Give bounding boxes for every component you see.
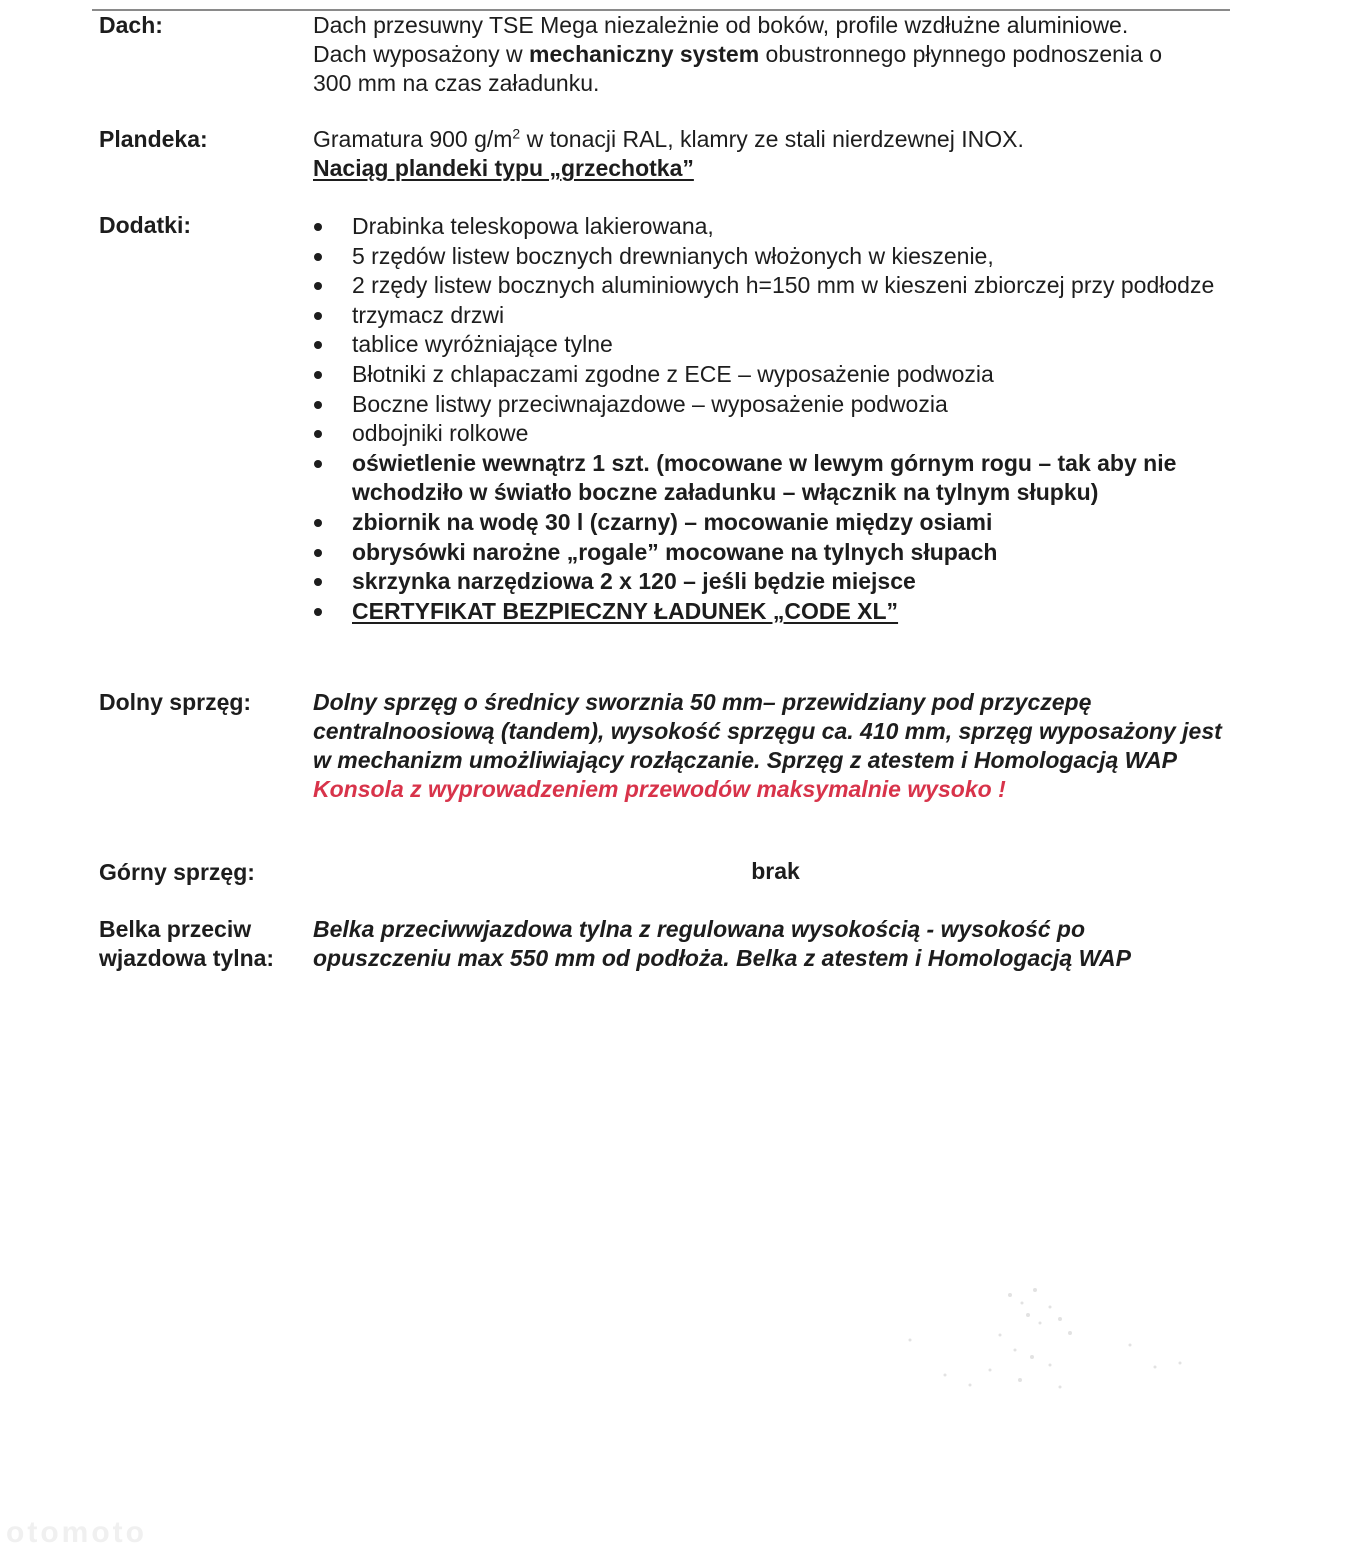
list-item [313, 271, 1243, 301]
gorny-sprzeg-label: Górny sprzęg: [99, 859, 255, 885]
dolny-sprzeg-warning: Konsola z wyprowadzeniem przewodów maksymalnie wysoko ! [313, 776, 1006, 802]
list-item-text: Boczne listwy przeciwnajazdowe – wyposażenie podwozia [352, 390, 948, 417]
dach-line-1: Dach przesuwny TSE Mega niezależnie od boków, profile wzdłużne aluminiowe. [313, 12, 1129, 38]
dodatki-content [313, 212, 1243, 626]
list-item-text: Drabinka teleskopowa lakierowana, [352, 213, 714, 239]
bullet-dot-icon [314, 282, 322, 290]
list-item-text: trzymacz drzwi [352, 301, 505, 328]
plandeka-line-2 [313, 154, 1253, 183]
bullet-dot-icon [314, 312, 322, 320]
belka-label-line-2: wjazdowa tylna: [99, 945, 275, 971]
plandeka-content [313, 125, 1253, 183]
belka-label-line-1: Belka przeciw [99, 916, 252, 942]
bullet-dot-icon [314, 223, 322, 231]
plandeka-line-1-end: w tonacji RAL, klamry ze stali nierdzewnej INOX. [520, 126, 1024, 152]
list-item [313, 330, 1243, 360]
dach-line-2-bold: mechaniczny system [529, 41, 760, 67]
list-item [313, 301, 1243, 331]
dach-content [313, 11, 1253, 98]
bullet-dot-icon [314, 460, 322, 468]
dolny-sprzeg-label: Dolny sprzęg: [99, 689, 252, 715]
list-item-text: Błotniki z chlapaczami zgodne z ECE – wyposażenie podwozia [352, 360, 994, 387]
list-item-text: obrysówki narożne „rogale” mocowane na tylnych słupach [352, 538, 998, 565]
list-item [313, 567, 1243, 597]
list-item [313, 508, 1243, 538]
list-item-text: oświetlenie wewnątrz 1 szt. (mocowane w lewym górnym rogu – tak aby nie wchodziło w światło boczne załadunku – włącznik na tylnym słupku) [352, 449, 1177, 506]
gorny-sprzeg-value: brak [751, 858, 800, 884]
bullet-dot-icon [314, 371, 322, 379]
list-item [313, 360, 1243, 390]
plandeka-tension-note: Naciąg plandeki typu „grzechotka” [313, 155, 694, 181]
list-item-text: zbiornik na wodę 30 l (czarny) – mocowanie między osiami [352, 508, 993, 535]
dolny-sprzeg-content [313, 688, 1243, 804]
bullet-dot-icon [314, 341, 322, 349]
list-item-text: odbojniki rolkowe [352, 420, 529, 447]
list-item-text: 2 rzędy listew bocznych aluminiowych h=150 mm w kieszeni zbiorczej przy podłodze [352, 272, 1215, 299]
bullet-dot-icon [314, 608, 322, 616]
list-item [313, 419, 1243, 449]
plandeka-line-1 [313, 125, 1253, 154]
watermark: otomoto [6, 1516, 147, 1549]
dach-line-2 [313, 40, 1253, 69]
bullet-dot-icon [314, 519, 322, 527]
plandeka-superscript: 2 [512, 125, 521, 142]
bullet-dot-icon [314, 401, 322, 409]
dodatki-label: Dodatki: [99, 212, 191, 238]
dach-label: Dach: [99, 12, 163, 38]
belka-content [313, 915, 1213, 973]
list-item [313, 597, 1243, 627]
list-item-text: tablice wyróżniające tylne [352, 331, 613, 358]
belka-label [99, 915, 304, 973]
list-item-text: skrzynka narzędziowa 2 x 120 – jeśli będzie miejsce [352, 568, 916, 595]
list-item [313, 538, 1243, 568]
bullet-dot-icon [314, 578, 322, 586]
belka-text: Belka przeciwwjazdowa tylna z regulowana wysokością - wysokość po opuszczeniu max 550 mm od podłoża. Belka z atestem i Homologacją WAP [313, 916, 1131, 971]
plandeka-label: Plandeka: [99, 126, 208, 152]
dach-line-2-end: obustronnego płynnego podnoszenia o [759, 41, 1162, 67]
dach-line-2-start: Dach wyposażony w [313, 41, 530, 67]
list-item-text: CERTYFIKAT BEZPIECZNY ŁADUNEK „CODE XL” [352, 597, 899, 624]
list-item [313, 449, 1243, 508]
scan-noise [900, 1275, 1220, 1425]
bullet-dot-icon [314, 549, 322, 557]
list-item [313, 390, 1243, 420]
dodatki-list [313, 212, 1243, 626]
dolny-sprzeg-text: Dolny sprzęg o średnicy sworznia 50 mm– przewidziany pod przyczepę centralnoosiową (tandem), wysokość sprzęgu ca. 410 mm, sprzęg wyposażony jest w mechanizm umożliwiający rozłączanie. Sprzęg z atestem i Homologacją WAP [313, 689, 1222, 773]
plandeka-line-1-start: Gramatura 900 g/m [313, 126, 513, 152]
list-item [313, 242, 1243, 272]
bullet-dot-icon [314, 253, 322, 261]
bullet-dot-icon [314, 430, 322, 438]
dach-line-3: 300 mm na czas załadunku. [313, 70, 600, 96]
list-item [313, 212, 1243, 242]
list-item-text: 5 rzędów listew bocznych drewnianych włożonych w kieszenie, [352, 242, 994, 269]
